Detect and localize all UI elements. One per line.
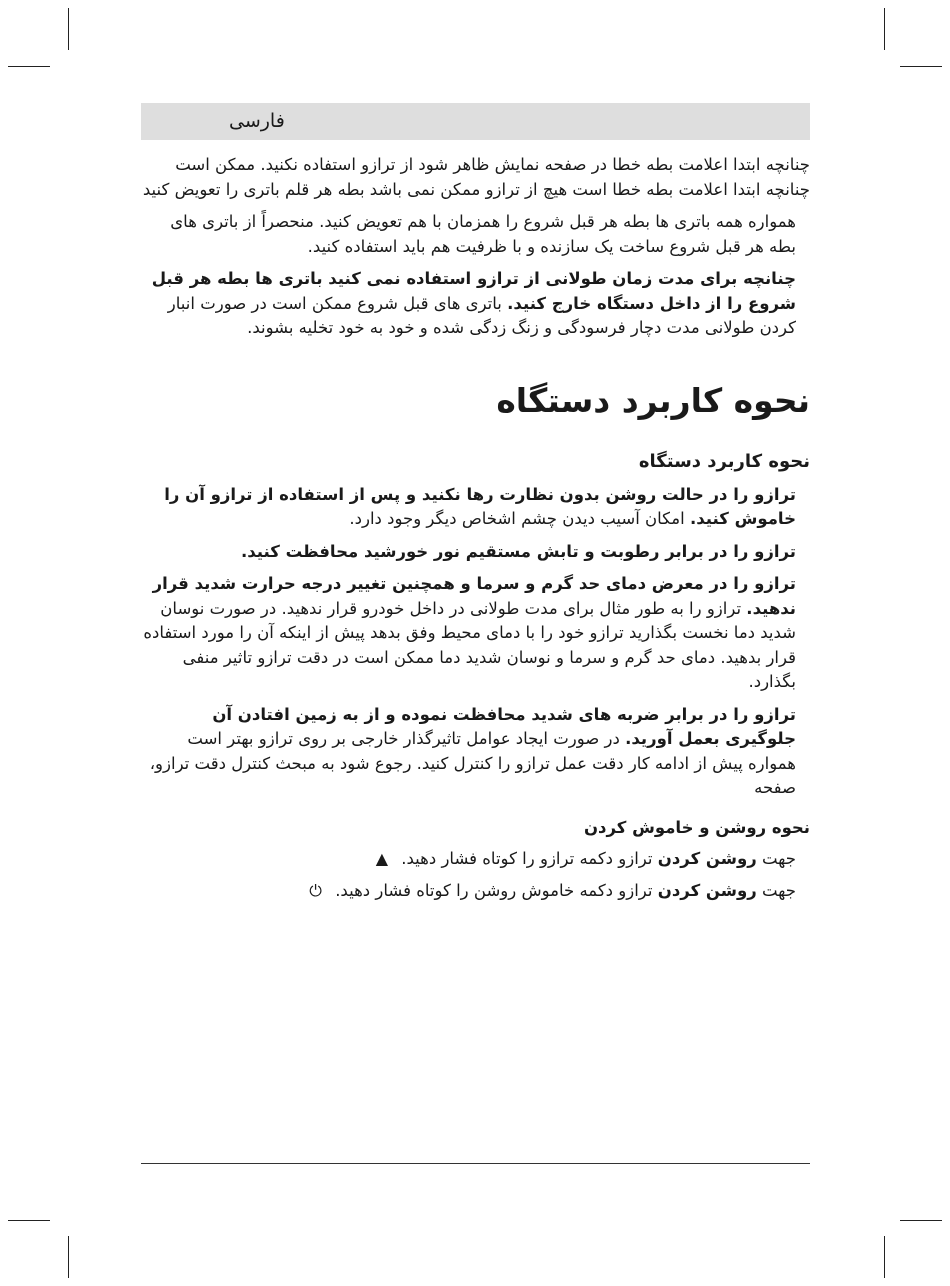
crop-mark: [68, 8, 69, 50]
crop-mark: [900, 66, 942, 67]
usage-item: ترازو را در برابر رطوبت و تابش مستقیم نور خورشید محافظت کنید.: [240, 541, 796, 561]
language-label: فارسی: [229, 110, 285, 132]
crop-mark: [900, 1220, 942, 1221]
language-header: [141, 103, 810, 140]
section-subtitle: نحوه کاربرد دستگاه: [638, 450, 810, 472]
warning-bold-text: چنانچه برای مدت زمان طولانی از ترازو استفاده نمی کنید باتری ها بطه هر قبل شروع را از داخل دستگاه خارج کنید.: [151, 269, 796, 313]
power-off-instruction: جهت روشن کردن ترازو دکمه خاموش روشن را کوتاه فشار دهید. ⏻: [141, 879, 810, 904]
crop-mark: [884, 8, 885, 50]
triangle-up-icon: ▲: [375, 848, 389, 868]
usage-item: ترازو را در برابر ضربه های شدید محافظت نموده و از به زمین افتادن آن جلوگیری بعمل آورید. در صورت ایجاد عوامل تاثیرگذار خارجی بر روی ترازو بهتر است همواره پیش از ادامه کار دقت عمل ترازو را کنترل کنید. رجوع شود به مبحث کنترل دقت ترازو، صفحه: [149, 704, 796, 797]
crop-mark: [8, 66, 50, 67]
usage-item: ترازو را در حالت روشن بدون نظارت رها نکنید و پس از استفاده از ترازو آن را خاموش کنید. امکان آسیب دیدن چشم اشخاص دیگر وجود دارد.: [164, 484, 796, 528]
intro-warning: چنانچه برای مدت زمان طولانی از ترازو استفاده نمی کنید باتری ها بطه هر قبل شروع را از داخل دستگاه خارج کنید. باتری های قبل شروع ممکن است در صورت انبار کردن طولانی مدت دچار فرسودگی و زنگ زدگی شده و خود به خود تخلیه بشوند.: [151, 269, 796, 337]
page-content: [141, 153, 810, 912]
crop-mark: [884, 1236, 885, 1278]
power-subtitle: نحوه روشن و خاموش کردن: [583, 817, 810, 837]
footer-rule: [141, 1163, 810, 1164]
crop-mark: [68, 1236, 69, 1278]
crop-mark: [8, 1220, 50, 1221]
power-on-instruction: جهت روشن کردن ترازو دکمه ترازو را کوتاه فشار دهید. ▲: [141, 847, 810, 872]
intro-paragraph: چنانچه ابتدا اعلامت بطه خطا در صفحه نمایش ظاهر شود از ترازو استفاده نکنید. ممکن است چنانچه ابتدا اعلامت بطه خطا است هیچ از ترازو ممکن نمی باشد بطه هر قلم باتری را تعویض کنید: [142, 155, 810, 199]
section-title: نحوه کاربرد دستگاه: [496, 380, 810, 420]
usage-item: ترازو را در معرض دمای حد گرم و سرما و همچنین تغییر درجه حرارت شدید قرار ندهید. ترازو را به طور مثال برای مدت طولانی در داخل خودرو قرار ندهید. در صورت نوسان شدید دما نخست بگذارید ترازو خود را با دمای محیط وفق بدهد پیش از اینکه آن را مورد استفاده قرار بدهید. دمای حد گرم و سرما و نوسان شدید دما ممکن است در دقت ترازو تاثیر منفی بگذارد.: [143, 574, 796, 691]
intro-paragraph: همواره همه باتری ها بطه هر قبل شروع را همزمان با هم تعویض کنید. منحصراً از باتری های بطه هر قبل شروع ساخت یک سازنده و با ظرفیت هم باید استفاده کنید.: [170, 212, 796, 256]
power-icon: ⏻: [309, 881, 322, 900]
